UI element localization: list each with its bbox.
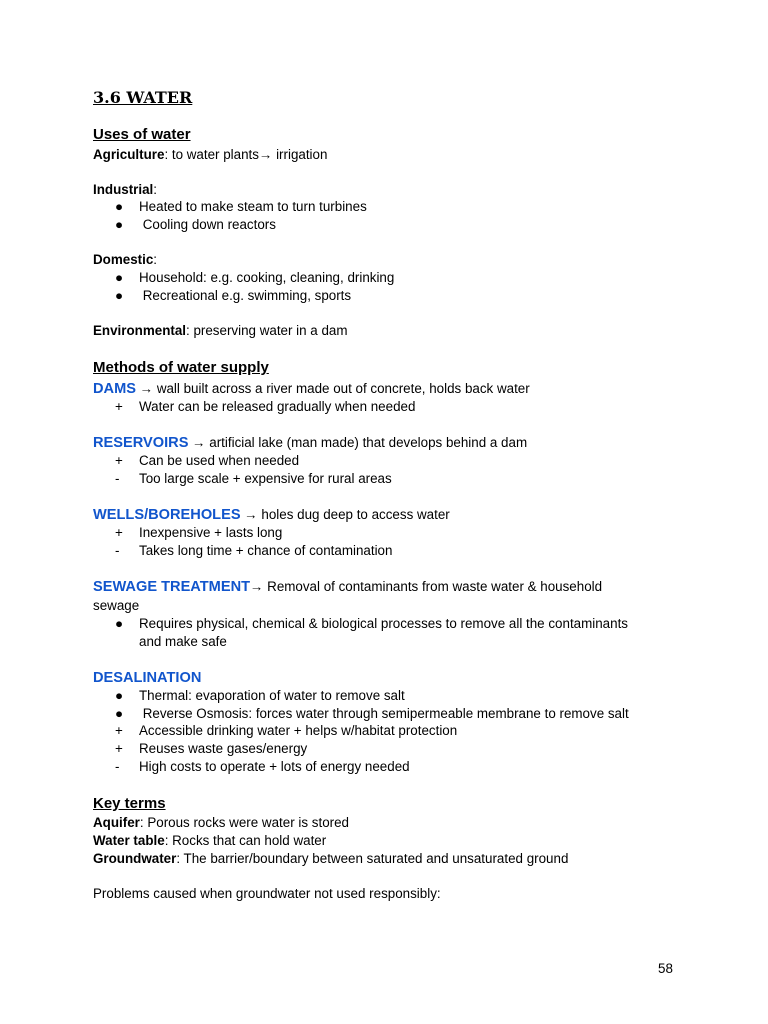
section-title: 3.6 WATER — [93, 88, 193, 107]
key-term: Water table — [93, 833, 165, 848]
minus-mark: - — [115, 471, 120, 486]
list-item-text: Cooling down reactors — [139, 217, 276, 232]
key-term: Aquifer — [93, 815, 140, 830]
agriculture-text: : to water plants→ irrigation — [164, 147, 328, 162]
environmental-term: Environmental — [93, 323, 187, 338]
list-item-text: Reverse Osmosis: forces water through semipermeable membrane to remove salt — [139, 706, 629, 721]
reservoirs-desc: → artificial lake (man made) that develops behind a dam — [188, 435, 528, 450]
list-item-text: Reuses waste gases/energy — [139, 741, 308, 756]
list-item-text: Household: e.g. cooking, cleaning, drinking — [139, 270, 395, 285]
list-item-text: and make safe — [139, 634, 227, 649]
plus-mark: + — [115, 723, 123, 738]
bullet: ● — [115, 288, 124, 303]
bullet: ● — [115, 217, 124, 232]
problems-text: Problems caused when groundwater not used responsibly: — [93, 886, 441, 901]
key-term-def: : Porous rocks were water is stored — [139, 815, 349, 830]
list-item-text: Takes long time + chance of contamination — [139, 543, 393, 558]
plus-mark: + — [115, 399, 123, 414]
dams-line — [93, 380, 530, 398]
methods-heading: Methods of water supply — [93, 359, 269, 376]
list-item-text: Accessible drinking water + helps w/habitat protection — [139, 723, 458, 738]
bullet: ● — [115, 616, 124, 631]
key-terms-heading: Key terms — [93, 795, 166, 812]
environmental-line — [93, 322, 348, 340]
list-item-text: Heated to make steam to turn turbines — [139, 199, 367, 214]
industrial-line — [93, 181, 157, 199]
domestic-colon: : — [153, 252, 158, 267]
domestic-line — [93, 251, 157, 269]
industrial-colon: : — [153, 182, 157, 197]
key-term-row — [93, 814, 349, 832]
sewage-desc: → Removal of contaminants from waste water & household — [250, 579, 603, 594]
industrial-term: Industrial — [93, 182, 154, 197]
key-term-def: : Rocks that can hold water — [164, 833, 327, 848]
sewage-term: SEWAGE TREATMENT — [93, 579, 251, 595]
list-item-text: Requires physical, chemical & biological processes to remove all the contaminants — [139, 616, 628, 631]
bullet: ● — [115, 270, 124, 285]
environmental-text: : preserving water in a dam — [186, 323, 348, 338]
uses-heading: Uses of water — [93, 126, 191, 143]
wells-desc: → holes dug deep to access water — [240, 507, 450, 522]
bullet: ● — [115, 688, 124, 703]
list-item-text: Water can be released gradually when needed — [139, 399, 416, 414]
wells-line — [93, 506, 450, 524]
list-item-text: High costs to operate + lots of energy needed — [139, 759, 410, 774]
key-term-def: : The barrier/boundary between saturated and unsaturated ground — [176, 851, 569, 866]
list-item-text: Can be used when needed — [139, 453, 300, 468]
plus-mark: + — [115, 525, 123, 540]
desalination-term: DESALINATION — [93, 670, 202, 686]
minus-mark: - — [115, 759, 120, 774]
dams-term: DAMS — [93, 381, 136, 397]
reservoirs-term: RESERVOIRS — [93, 435, 189, 451]
agriculture-line — [93, 146, 327, 164]
list-item-text: Too large scale + expensive for rural areas — [139, 471, 392, 486]
wells-term: WELLS/BOREHOLES — [93, 507, 241, 523]
page-number: 58 — [658, 961, 673, 976]
plus-mark: + — [115, 741, 123, 756]
agriculture-term: Agriculture — [93, 147, 165, 162]
reservoirs-line — [93, 434, 527, 452]
bullet: ● — [115, 706, 124, 721]
dams-desc: → wall built across a river made out of concrete, holds back water — [135, 381, 530, 396]
sewage-desc-cont: sewage — [93, 598, 140, 613]
domestic-term: Domestic — [93, 252, 154, 267]
list-item-text: Inexpensive + lasts long — [139, 525, 283, 540]
minus-mark: - — [115, 543, 120, 558]
plus-mark: + — [115, 453, 123, 468]
list-item-text: Recreational e.g. swimming, sports — [139, 288, 352, 303]
sewage-line — [93, 578, 602, 596]
key-term-row — [93, 832, 326, 850]
key-term: Groundwater — [93, 851, 177, 866]
bullet: ● — [115, 199, 124, 214]
list-item-text: Thermal: evaporation of water to remove salt — [139, 688, 405, 703]
key-term-row — [93, 850, 568, 868]
